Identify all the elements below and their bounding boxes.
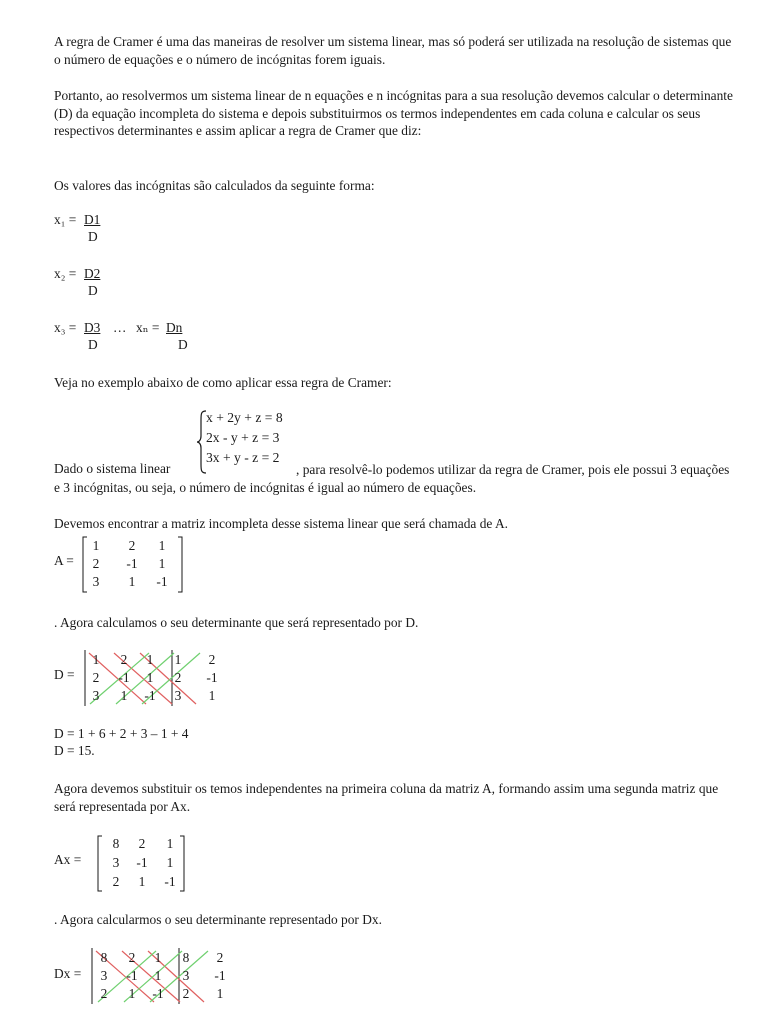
method-paragraph: Portanto, ao resolvermos um sistema linear de n equações e n incógnitas para a sua resolução devemos calcular o determinante (D) da equação incompleta do sistema e depois substituirmos os termos independentes em cada coluna e calcular os seus respectivos determinantes e assim aplicar a regra de Cramer que diz: (54, 88, 733, 138)
determinant-dx-cell: 1 (154, 950, 162, 965)
determinant-d-cell: 2 (174, 670, 182, 685)
matrix-ax (54, 834, 194, 894)
determinant-d-result: D = 15. (54, 743, 95, 758)
formula-x3-numerator: D3 (84, 320, 101, 335)
formula-intro-paragraph: Os valores das incógnitas são calculados da seguinte forma: (54, 178, 375, 193)
formula-x3-denominator: D (88, 337, 98, 352)
matrix-ax-cell: 3 (112, 855, 120, 870)
determinant-dx-cell: 3 (100, 968, 108, 983)
determinant-dx-cell: 8 (182, 950, 190, 965)
given-system-paragraph: , para resolvê-lo podemos utilizar da regra de Cramer, pois ele possui 3 equações e 3 incógnitas, ou seja, o número de incógnitas é igual ao número de equações. (54, 462, 730, 495)
determinant-d (54, 648, 234, 710)
determinant-dx-cell: 2 (182, 986, 190, 1001)
determinant-d-cell: -1 (118, 670, 130, 685)
matrix-a-cell: 2 (92, 556, 100, 571)
determinant-dx-cell: 2 (128, 950, 136, 965)
formula-x1-numerator: D1 (84, 212, 101, 227)
determinant-d-cell: 2 (208, 652, 216, 667)
matrix-a-cell: -1 (126, 556, 138, 571)
given-system-label: Dado o sistema linear (54, 461, 171, 476)
determinant-d-cell: -1 (144, 688, 156, 703)
determinant-dx-cell: 1 (128, 986, 136, 1001)
determinant-dx-cell: -1 (152, 986, 164, 1001)
matrix-ax-cell: 1 (166, 836, 174, 851)
matrix-a (54, 534, 184, 596)
determinant-dx-cell: 1 (216, 986, 224, 1001)
determinant-dx-label: Dx = (54, 966, 82, 981)
matrix-a-cell: 1 (128, 574, 136, 589)
matrix-ax-cell: -1 (136, 855, 148, 870)
matrix-a-cell: 1 (158, 538, 166, 553)
matrix-a-cell: 1 (158, 556, 166, 571)
determinant-dx-cell: 3 (182, 968, 190, 983)
matrix-a-cell: 3 (92, 574, 100, 589)
matrix-a-label: A = (54, 553, 74, 568)
matrix-ax-cell: -1 (164, 874, 176, 889)
matrix-ax-cell: 2 (138, 836, 146, 851)
example-intro-paragraph: Veja no exemplo abaixo de como aplicar essa regra de Cramer: (54, 375, 392, 390)
formula-x2-lhs: x₂ = (54, 266, 77, 281)
determinant-d-cell: 3 (92, 688, 100, 703)
matrix-a-cell: 1 (92, 538, 100, 553)
determinant-dx-cell: 1 (154, 968, 162, 983)
determinant-d-cell: 3 (174, 688, 182, 703)
matrix-ax-cell: 1 (166, 855, 174, 870)
equation-3: 3x + y - z = 2 (206, 450, 280, 465)
formula-x1-lhs: x₁ = (54, 212, 77, 227)
formula-xn-denominator: D (178, 337, 188, 352)
matrix-ax-label: Ax = (54, 852, 82, 867)
matrix-ax-cell: 1 (138, 874, 146, 889)
determinant-dx-cell: 2 (100, 986, 108, 1001)
formula-x2-numerator: D2 (84, 266, 101, 281)
formula-x1-denominator: D (88, 229, 98, 244)
formula-xn-numerator: Dn (166, 320, 183, 335)
determinant-dx-cell: -1 (126, 968, 138, 983)
determinant-dx (54, 946, 254, 1008)
determinant-d-cell: 1 (174, 652, 182, 667)
equation-1: x + 2y + z = 8 (206, 410, 283, 425)
substitution-paragraph: Agora devemos substituir os temos independentes na primeira coluna da matriz A, formando assim uma segunda matriz que será representada por Ax. (54, 781, 719, 814)
determinant-d-cell: 1 (208, 688, 216, 703)
determinant-d-cell: 1 (146, 670, 154, 685)
determinant-d-cell: 1 (92, 652, 100, 667)
determinant-d-cell: -1 (206, 670, 218, 685)
determinant-d-cell: 2 (92, 670, 100, 685)
determinant-d-cell: 1 (146, 652, 154, 667)
determinant-d-calculation: D = 1 + 6 + 2 + 3 – 1 + 4 (54, 726, 189, 741)
determinant-d-cell: 2 (120, 652, 128, 667)
formula-ellipsis: … (113, 320, 127, 335)
formula-xn-lhs: xₙ = (136, 320, 160, 335)
determinant-dx-cell: 2 (216, 950, 224, 965)
determinant-dx-cell: -1 (214, 968, 226, 983)
matrix-ax-cell: 8 (112, 836, 120, 851)
matrix-a-cell: -1 (156, 574, 168, 589)
matrix-ax-cell: 2 (112, 874, 120, 889)
intro-paragraph: A regra de Cramer é uma das maneiras de resolver um sistema linear, mas só poderá ser utilizada na resolução de sistemas que o número de equações e o número de incógnitas forem iguais. (54, 34, 732, 67)
determinant-dx-paragraph: . Agora calcularmos o seu determinante representado por Dx. (54, 912, 382, 927)
incomplete-matrix-paragraph: Devemos encontrar a matriz incompleta desse sistema linear que será chamada de A. (54, 516, 508, 531)
equation-2: 2x - y + z = 3 (206, 430, 280, 445)
determinant-d-paragraph: . Agora calculamos o seu determinante que será representado por D. (54, 615, 419, 630)
formula-x2-denominator: D (88, 283, 98, 298)
determinant-d-cell: 1 (120, 688, 128, 703)
determinant-dx-cell: 8 (100, 950, 108, 965)
formula-x3-lhs: x₃ = (54, 320, 77, 335)
determinant-d-label: D = (54, 667, 75, 682)
matrix-a-cell: 2 (128, 538, 136, 553)
